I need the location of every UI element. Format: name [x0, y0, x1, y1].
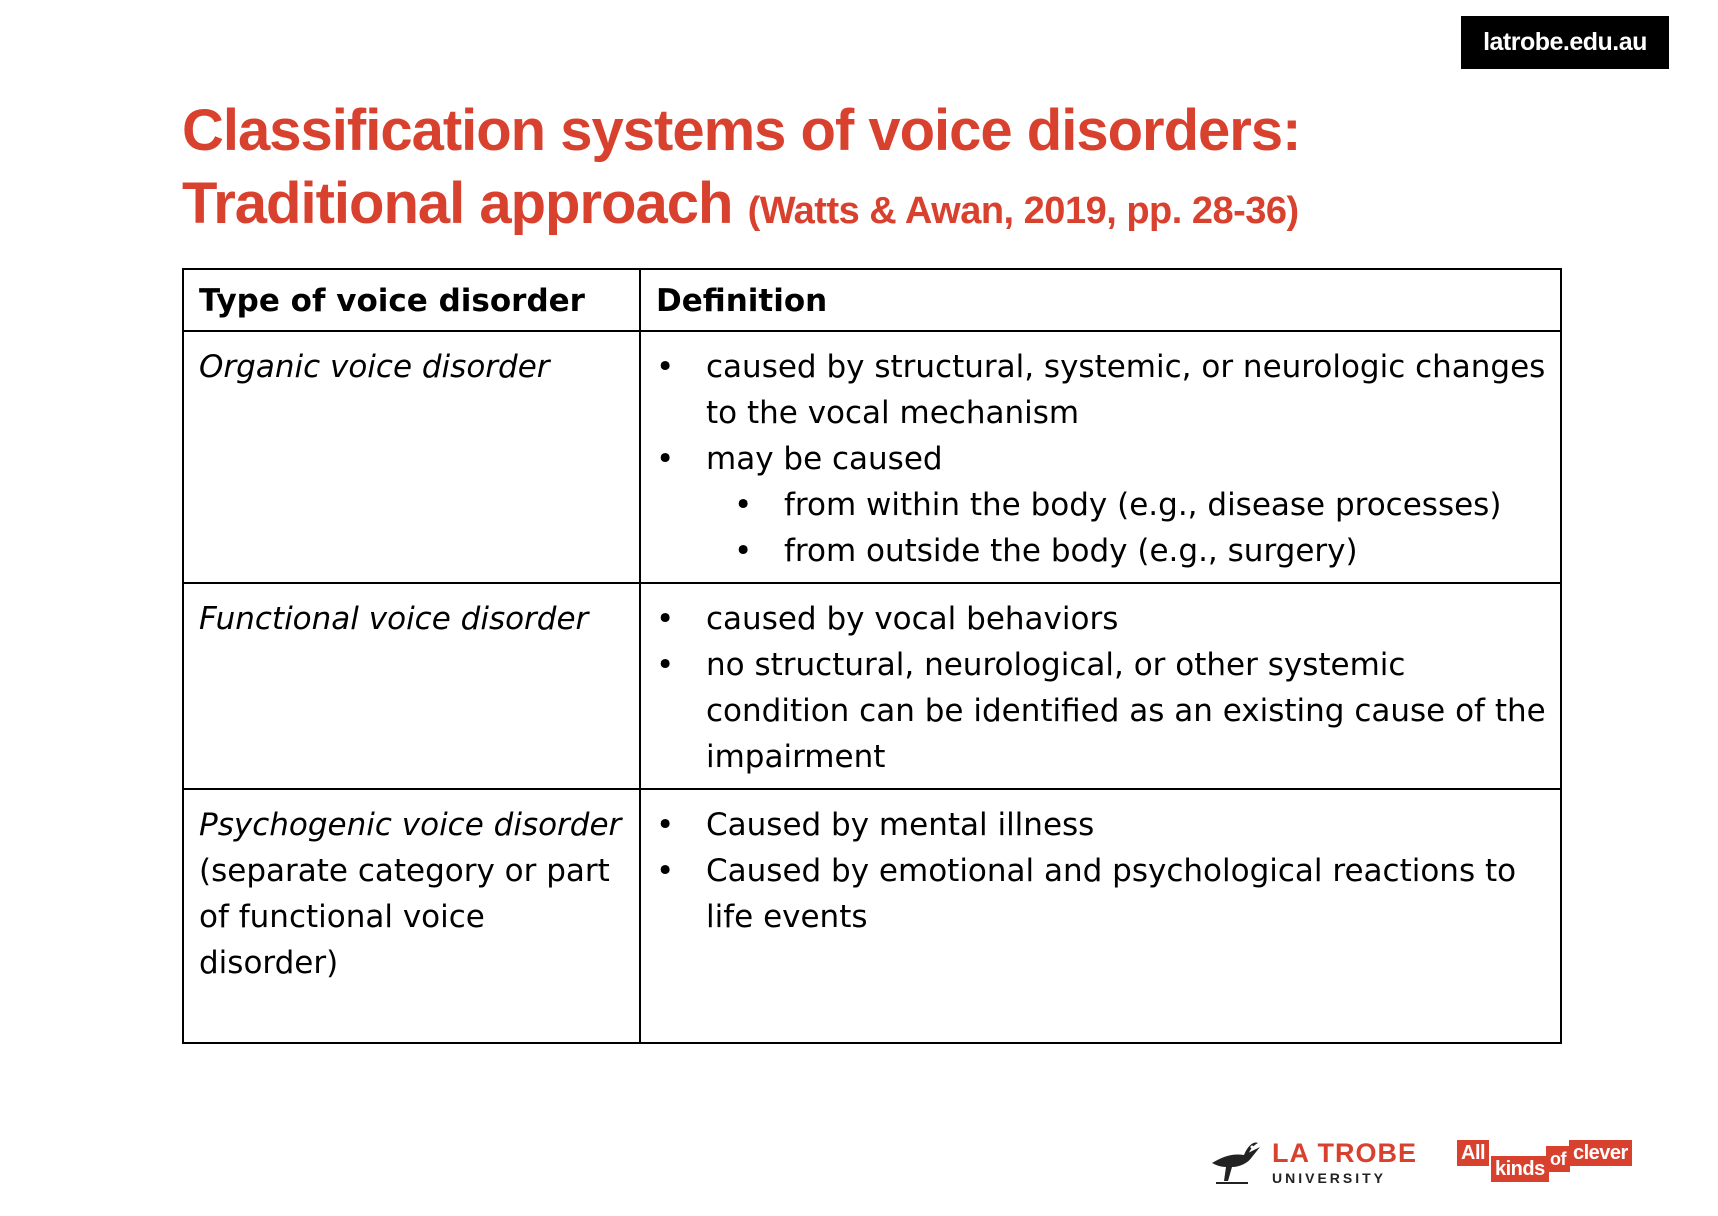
list-item: • from outside the body (e.g., surgery): [734, 528, 1546, 574]
university-sub: UNIVERSITY: [1272, 1169, 1387, 1186]
title-line-1: Classification systems of voice disorders:: [182, 98, 1301, 163]
type-note: (separate category or part of functional voice disorder): [199, 853, 610, 981]
type-psychogenic: Psychogenic voice disorder: [199, 807, 622, 843]
title-line-2: [182, 166, 1300, 249]
definition-cell: [640, 331, 1561, 583]
list-item: • Caused by mental illness: [656, 802, 1546, 848]
definition-list: [656, 802, 1546, 940]
slide-title: [182, 96, 1300, 249]
list-item: • no structural, neurological, or other systemic condition can be identified as an existing cause of the impairment: [656, 642, 1546, 780]
voice-disorder-table: [182, 268, 1562, 1044]
pelican-icon: [1208, 1137, 1264, 1187]
list-item: • Caused by emotional and psychological reactions to life events: [656, 848, 1546, 940]
list-item: • caused by structural, systemic, or neurologic changes to the vocal mechanism: [656, 344, 1546, 436]
university-logo[interactable]: [1208, 1132, 1417, 1192]
title-main: Traditional approach: [182, 171, 733, 236]
tagline-word: kinds: [1491, 1156, 1549, 1182]
list-item: • caused by vocal behaviors: [656, 596, 1546, 642]
table-header-row: [183, 269, 1561, 331]
table-row: [183, 789, 1561, 1043]
definition-cell: [640, 789, 1561, 1043]
tagline-word: All: [1457, 1140, 1489, 1166]
definition-list: [656, 344, 1546, 482]
tagline-word: clever: [1569, 1140, 1632, 1166]
site-url-badge[interactable]: latrobe.edu.au: [1461, 16, 1669, 69]
type-functional: Functional voice disorder: [199, 601, 589, 637]
table-row: [183, 583, 1561, 789]
title-citation: (Watts & Awan, 2019, pp. 28-36): [747, 190, 1299, 232]
type-organic: Organic voice disorder: [199, 349, 550, 385]
header-type: Type of voice disorder: [183, 269, 640, 331]
tagline-word: of: [1546, 1146, 1570, 1172]
header-definition: Definition: [640, 269, 1561, 331]
sub-definition-list: [656, 482, 1546, 574]
list-item: • from within the body (e.g., disease processes): [734, 482, 1546, 528]
list-item: • may be caused: [656, 436, 1546, 482]
definition-list: [656, 596, 1546, 780]
type-cell: [183, 789, 640, 1043]
tagline-logo: [1457, 1140, 1637, 1188]
university-main: LA TROBE: [1272, 1137, 1417, 1168]
university-name: [1272, 1137, 1417, 1186]
type-cell: [183, 583, 640, 789]
table-row: [183, 331, 1561, 583]
definition-cell: [640, 583, 1561, 789]
type-cell: [183, 331, 640, 583]
